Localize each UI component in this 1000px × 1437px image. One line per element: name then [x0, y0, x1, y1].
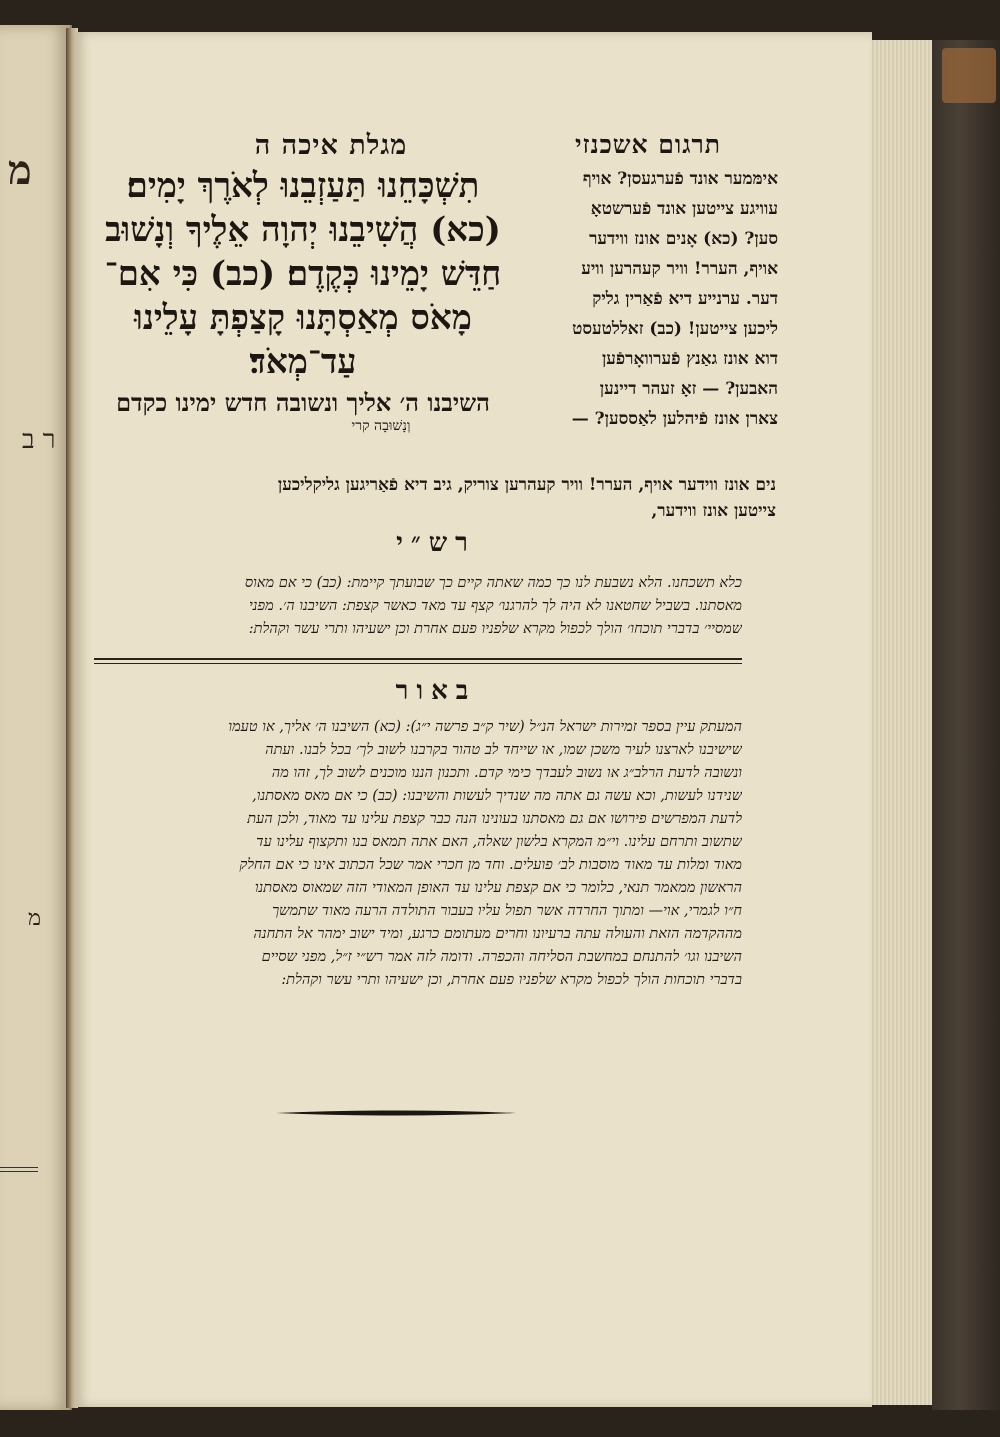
- verse-line: מָאֹס מְאַסְתָּנוּ קָצַפְתָּ עָלֵינוּ: [134, 298, 472, 338]
- targum-line: אימּמער אונד פֿערגעסן? אויף: [582, 169, 778, 189]
- beur-line: ונשובה לדעת הרלב״ג או נשוב לעבדך כימי קדם. ותכנון הננו מוכנים לשוב לך, זהו מה: [271, 765, 742, 781]
- left-page-letters-mid: ר ב: [22, 425, 56, 455]
- beur-line: השיבנו וגו׳ להתנחם במחשבת הסליחה והכפרה. ודומה לזה אמר רש״י ז״ל, מפני שסיים: [261, 949, 742, 965]
- targum-line: סען? (כא) אָנים אונז ווידער: [589, 229, 778, 249]
- beur-commentary: [90, 716, 742, 992]
- scripture-verses: [88, 164, 518, 384]
- targum-line: דער. ערנייע דיא פֿאַרין גליק: [592, 289, 778, 309]
- beur-line: שתשוב ותרחם עלינו. וי״מ המקרא בלשון שאלה, האם אתה תמאס בנו ותקצוף עלינו עד: [256, 834, 742, 850]
- targum-continuation: [126, 472, 776, 524]
- left-page-rule: [0, 1167, 38, 1172]
- beur-line: בדברי תוכחות הולך לכפול מקרא שלפניו פעם אחרת, וכן ישעיהו ותרי עשר וקהלת:: [281, 972, 742, 988]
- section-divider-rule: [94, 658, 742, 664]
- beur-heading: באור: [395, 676, 477, 706]
- verse-line: (כא) הֲשִׁיבֵנוּ יְהוָה אֵלֶיךָ וְנָשׁוּב: [105, 210, 501, 250]
- beur-line: מאוד ומלות עד מאוד מוסבות לב׳ פועלים. וחד מן חכרי אמר שכל הכתוב אינו כי אם החלק: [239, 857, 742, 873]
- targum-line: עוויגע צייטען אונד פֿערשטאָ: [590, 199, 778, 219]
- targum-line: דוא אונז גאַנץ פֿערוואָרפֿען: [601, 349, 778, 369]
- running-header-book: מגלת איכה ה: [254, 130, 408, 161]
- verse-line: עַד־מְאֹד׃: [249, 342, 357, 382]
- right-page: [76, 32, 872, 1407]
- continuation-line: נים אונז ווידער אויף, הערר! וויר קעהרען צוריק, גיב דיא פֿאַריגען גליקליכען: [277, 475, 776, 495]
- verse-line: חַדֵּשׁ יָמֵינוּ כְּקֶדֶם׃ (כב) כִּי אִם־: [104, 254, 502, 294]
- beur-line: מההקדמה הזאת והעולה עתה ברעיונו וחרים מעתומם כרגע, ומיד ישוב ימהר אל התחנה: [253, 926, 742, 942]
- beur-line: שנידנו לעשות, וכא עשה גם אתה מה שנדיך לעשות והשיבנו: (כב) כי אם מאס מאסתנו,: [252, 788, 742, 804]
- left-page-letter-top: מ: [8, 147, 32, 194]
- book-cover-edge: [932, 40, 1000, 1410]
- targum-column: [518, 164, 778, 434]
- rashi-commentary: [90, 572, 742, 641]
- beur-line: ח״ו לגמרי, אוי— ומתוך החרדה אשר תפול עליו בעבור התולדה הרעה מאוד שתמשך: [272, 903, 742, 919]
- cover-wear-mark: [942, 48, 996, 103]
- left-page-letter-low: מ: [28, 906, 42, 931]
- targum-line: צארן אונז פֿיהלען לאַססען? —: [571, 409, 778, 429]
- end-ornament-rule: [276, 1108, 516, 1118]
- keri-note: וְנָשׁוּבָה קרי: [351, 418, 411, 434]
- keri-verse: השיבנו ה׳ אליך ונשובה חדש ימינו כקדם: [116, 388, 490, 417]
- beur-line: הראשון ממאמר תנאי, כלומר כי אם קצפת עלינו עד האופן המאודי הזה שמאוס מאסתנו: [254, 880, 742, 896]
- targum-line: האבען? — זאָ זעהר דיינען: [599, 379, 778, 399]
- rashi-line: כלא תשכחנו. הלא נשבעת לנו כך כמה שאתה קיים כך שבועתך קיימת: (כב) כי אם מאוס: [244, 575, 742, 591]
- targum-line: אויף, הערר! וויר קעהרען וויע: [581, 259, 778, 279]
- beur-line: המעתק עיין בספר זמירות ישראל הנ״ל (שיר ק״ב פרשה י״ג): (כא) השיבנו ה׳ אליך, או טעמו: [228, 719, 742, 735]
- rashi-line: שמסיי׳ בדברי תוכחו׳ הולך לכפול מקרא שלפניו פעם אחרת וכן ישעיהו ותרי עשר וקהלת:: [248, 621, 742, 637]
- left-page-edge: [0, 25, 72, 1410]
- beur-line: שישיבנו לארצנו לעיר משכן שמו, או שייחד לב טהור בקרבנו לשוב לך׳ בכל לבנו. ועתה: [265, 742, 742, 758]
- running-header-targum: תרגום אשכנזי: [574, 130, 722, 159]
- rashi-line: מאסתנו. בשביל שחטאנו לא היה לך להרגנו׳ קצף עד מאד כאשר קצפת: השיבנו ה׳. מפני: [249, 598, 742, 614]
- beur-line: לדעת המפרשים פירושו אם גם מאסתנו בעונינו הנה כבר קצפת עלינו עד מאוד, ולכן העת: [247, 811, 742, 827]
- targum-line: ליכען צייטען! (כב) זאללטעסט: [572, 319, 778, 339]
- verse-line: תִשְׁכָּחֵנוּ תַּעַזְבֵנוּ לְאֹרֶךְ יָמִים׃: [126, 166, 480, 206]
- continuation-line: צייטען אונז ווידער,: [651, 501, 776, 521]
- rashi-heading: רש״י: [396, 528, 476, 558]
